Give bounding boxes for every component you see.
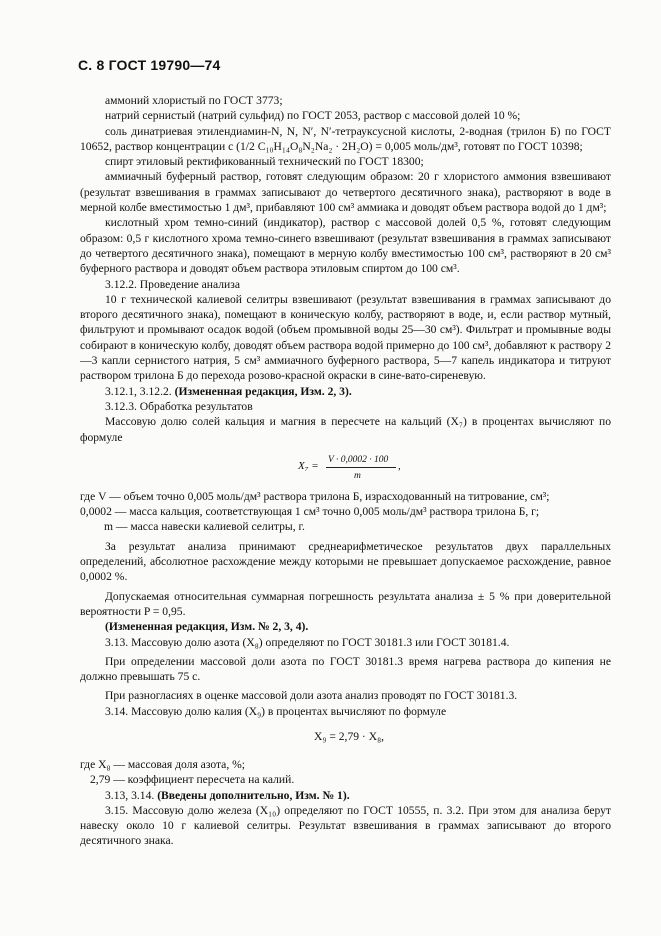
where-0-0002: 0,0002 — масса кальция, соответствующая 1 см³ точно 0,005 моль/дм³ раствора трилона Б, г; [80, 505, 540, 519]
reagent-ammonia-buffer: аммиачный буферный раствор, готовят следующим образом: 20 г хлористого аммония взвешивают (результат взвешивания в граммах записывают до четвертого десятичного знака), растворяют в воде в мерной колбе вместимостью 1 дм³, прибавляют 100 см³ аммиака и доводят объем раствора водой до 1 дм³; [80, 170, 611, 215]
trilon-b-text-b: c (1/2 C₁₀H₁₄O₈N₂Na₂ · 2H₂O) = 0,005 моль/дм³, готовят по ГОСТ 10398; [228, 139, 583, 153]
section-3-12-2-heading: 3.12.2. Проведение анализа [105, 277, 240, 291]
amendment-note-1 [80, 384, 611, 399]
document-body [80, 93, 611, 849]
formula-1-lhs: X₇ = [298, 459, 319, 472]
error-limit: Допускаемая относительная суммарная погрешность результата анализа ± 5 % при доверительной вероятности P = 0,95. [80, 589, 611, 618]
reagent-ethanol: спирт этиловый ректификованный технический по ГОСТ 18300; [105, 155, 424, 169]
where-v: где V — объем точно 0,005 моль/дм³ раствора трилона Б, израсходованный на титрование, см³; [80, 489, 550, 503]
formula-1-tail: , [398, 459, 401, 472]
formula-2-text: X₉ = 2,79 · X₈, [314, 729, 385, 743]
formula-1-numerator: V · 0,0002 · 100 [328, 454, 389, 465]
reagent-sodium-sulfide: натрий сернистый (натрий сульфид) по ГОСТ 2053, раствор с массовой долей 10 %; [105, 109, 521, 123]
amendment-note-3 [80, 788, 611, 803]
where-m: m — масса навески калиевой селитры, г. [104, 520, 305, 534]
reagent-trilon-b [80, 124, 611, 155]
analysis-procedure: 10 г технической калиевой селитры взвешивают (результат взвешивания в граммах записывают до второго десятичного знака), помещают в коническую колбу, растворяют в воде, и, если раствор мутный, фильтруют и промывают осадок водой (объем промывной воды 25—30 см³). Фильтрат и промывные воды собирают в коническую колбу, доводят объем раствора водой примерно до 100 см³, добавляют к раствору 2—3 капли сернистого натрия, 5 см³ аммиачного буферного раствора, 5—7 капель индикатора и титруют раствором трилона Б до перехода розово-красной окраски в сине-вато-сиреневую. [80, 292, 611, 383]
section-3-14: 3.14. Массовую долю калия (X₉) в процентах вычисляют по формуле [105, 704, 447, 718]
section-3-15: 3.15. Массовую долю железа (X₁₀) определяют по ГОСТ 10555, п. 3.2. При этом для анализа берут навеску около 10 г калиевой селитры. Результат взвешивания в граммах записывают до второго десятичного знака. [80, 803, 611, 848]
potassium-formula [80, 719, 611, 757]
fraction-bar [326, 467, 396, 468]
result-averaging: За результат анализа принимают среднеарифметическое результатов двух параллельных определений, абсолютное расхождение между которыми не превышает допускаемое расхождение, равное 0,0002 %. [80, 539, 611, 584]
amendment-note-3-text: (Введены дополнительно, Изм. № 1). [157, 788, 350, 802]
page-header: С. 8 ГОСТ 19790—74 [78, 57, 221, 73]
reagent-ammonium-chloride: аммоний хлористый по ГОСТ 3773; [105, 94, 283, 107]
where-2-79: 2,79 — коэффициент пересчета на калий. [90, 773, 295, 787]
where-x8: где X₈ — массовая доля азота, %; [80, 757, 246, 771]
trilon-b-text-a: соль динатриевая этилендиамин-N, N, N′, N′-тетрауксусной кислоты, 2-водная (трилон Б) по ГОСТ 10652, раствор концентрации [80, 124, 611, 153]
amendment-note-1-text: (Измененная редакция, Изм. 2, 3). [174, 384, 352, 398]
calcium-formula [80, 445, 611, 489]
nitrogen-heating-note: При определении массовой доли азота по ГОСТ 30181.3 время нагрева раствора до кипения не должно превышать 75 с. [80, 654, 611, 684]
calcium-formula-intro: Массовую долю солей кальция и магния в пересчете на кальций (X₇) в процентах вычисляют по формуле [80, 415, 611, 444]
section-3-13: 3.13. Массовую долю азота (X₈) определяют по ГОСТ 30181.3 или ГОСТ 30181.4. [105, 635, 510, 649]
amendment-note-1-ref: 3.12.1, 3.12.2. [105, 384, 172, 398]
amendment-note-3-ref: 3.13, 3.14. [105, 788, 155, 802]
formula-1-denominator: m [354, 470, 361, 481]
amendment-note-2: (Измененная редакция, Изм. № 2, 3, 4). [105, 620, 309, 634]
nitrogen-dispute-note: При разногласиях в оценке массовой доли азота анализ проводят по ГОСТ 30181.3. [105, 689, 518, 703]
section-3-12-3-heading: 3.12.3. Обработка результатов [105, 399, 253, 413]
reagent-indicator: кислотный хром темно-синий (индикатор), раствор с массовой долей 0,5 %, готовят следующим образом: 0,5 г кислотного хрома темно-синего взвешивают (результат взвешивания в граммах записывают до четвертого десятичного знака), помещают в мерную колбу вместимостью 100 см³, растворяют в 20 см³ буферного раствора и доводят объем раствора этиловым спиртом до 100 см³. [80, 216, 611, 276]
